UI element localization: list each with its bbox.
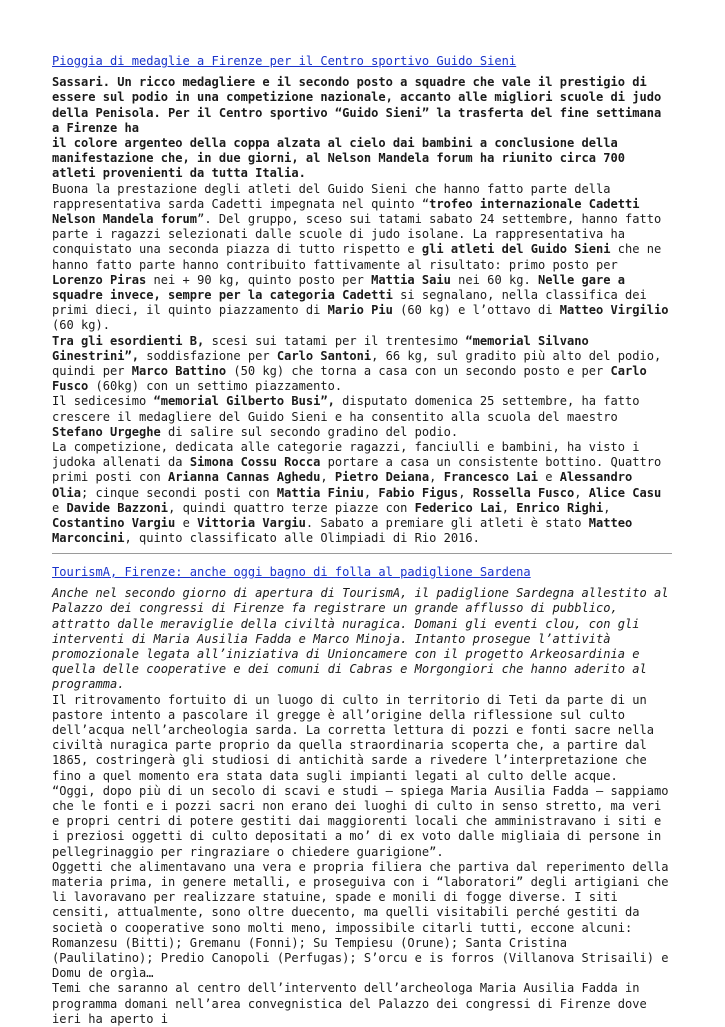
text-run: scesi sui tatami per il trentesimo	[204, 333, 466, 348]
article-body	[52, 693, 670, 1027]
bold-text-run: Carlo Fusco	[52, 364, 647, 394]
article-paragraph: Temi che saranno al centro dell’intervento dell’archeologa Maria Ausilia Fadda in programma domani nell’area convegnistica del Palazzo dei congressi di Firenze dove ieri ha aperto i	[52, 981, 647, 1026]
bold-text-run: Vittoria Vargiu	[197, 516, 306, 531]
bold-text-run: Costantino Vargiu	[52, 516, 176, 531]
text-run: ,	[429, 470, 444, 485]
article-paragraph	[52, 394, 670, 440]
text-run: ,	[501, 500, 517, 515]
bold-text-run: “memorial Silvano	[465, 333, 589, 348]
bold-text-run: Alice Casu	[588, 485, 662, 500]
article-separator	[52, 553, 672, 554]
article-paragraph	[52, 182, 670, 334]
bold-text-run: trofeo internazionale Cadetti Nelson Mandela forum	[52, 196, 640, 227]
bold-text-run: Lorenzo Piras	[52, 272, 147, 287]
text-run: ,	[458, 485, 473, 500]
text-run: . Sabato a premiare gli atleti è stato	[305, 516, 589, 531]
bold-text-run: Arianna Cannas Aghedu	[168, 470, 321, 485]
bold-text-run: “memorial Gilberto Busi”,	[153, 394, 335, 409]
text-run: (60 kg).	[52, 318, 111, 333]
text-run: e	[537, 470, 560, 485]
text-run: (60kg) con un settimo piazzamento.	[88, 379, 343, 394]
article-title-link[interactable]: TourismA, Firenze: anche oggi bagno di folla al padiglione Sardena	[52, 565, 531, 579]
bold-text-run: Nelle gare a squadre invece, sempre per la categoria Cadetti	[52, 272, 626, 303]
text-run: Buona la prestazione degli atleti del Guido Sieni che hanno fatto parte della rappresentativa sarda Cadetti impegnata nel quinto “	[52, 181, 611, 211]
text-run: ”. Del gruppo, sceso sui tatami sabato 24 settembre, hanno fatto parte i ragazzi selezionati dalle scuole di judo isolane. La rappresentativa ha conquistato una seconda piazza di tutto rispetto e	[52, 212, 662, 257]
article-tourisma	[52, 565, 670, 1027]
text-run: disputato domenica 25 settembre, ha fatto crescere il medagliere del Guido Sieni e ha consentito alla scuola del maestro	[52, 394, 640, 424]
text-run: soddisfazione per	[139, 348, 277, 363]
text-run: Il sedicesimo	[52, 394, 154, 409]
bold-text-run: Davide Bazzoni	[66, 500, 169, 515]
bold-text-run: Sassari. Un ricco medagliere e il secondo posto a squadre che vale il prestigio di essere sul podio in una competizione nazionale, accanto alle migliori scuole di judo della Penisola. Per il Centro sportivo “Guido Sieni” la trasferta del fine settimana a Firenze ha	[52, 75, 662, 135]
article-lead	[52, 75, 670, 181]
bold-text-run: Simona Cossu Rocca	[189, 455, 321, 470]
bold-text-run: Mario Piu	[327, 303, 393, 318]
text-run: (50 kg) che torna a casa con un secondo posto e per	[226, 364, 611, 379]
bold-text-run: Stefano Urgeghe	[52, 424, 161, 439]
article-paragraph	[52, 334, 670, 395]
bold-text-run: Tra gli esordienti B,	[52, 333, 205, 348]
text-run: , 66 kg, sul gradito più alto del podio, quindi per	[52, 348, 662, 379]
article-paragraph: Oggetti che alimentavano una vera e propria filiera che partiva dal reperimento della materia prima, in genere metalli, e proseguiva con i “laboratori” degli artigiani che li lavoravano per realizzare statuine, spade e monili di fogge diverse. I siti censiti, attualmente, sono oltre duecento, ma quelli visitabili perché gestiti da società o cooperative sono molti meno, impossibile citarli tutti, eccone alcuni: Romanzesu (Bitti); Gremanu (Fonni); Su Tempiesu (Orune); Santa Cristina (Paulilatino); Predio Canopoli (Perfugas); S’orcu e is forros (Villanova Strisaili) e Domu de orgìa…	[52, 859, 669, 981]
article-paragraph	[52, 440, 670, 546]
text-run: (60 kg) e l’ottavo di	[392, 303, 560, 318]
text-run: di salire sul secondo gradino del podio.	[160, 424, 459, 439]
text-run: si segnalano, nella classifica dei primi dieci, il quinto piazzamento di	[52, 288, 647, 318]
text-run: ,	[363, 485, 379, 500]
bold-text-run: Alessandro Olia	[52, 470, 633, 500]
bold-text-run: gli atleti del Guido Sieni	[421, 242, 611, 257]
text-run: ,	[320, 470, 335, 485]
bold-text-run: Pietro Deiana	[334, 470, 430, 485]
bold-text-run: Carlo Santoni	[276, 348, 372, 363]
bold-text-run: Rossella Fusco	[472, 485, 575, 500]
text-run: nei + 90 kg, quinto posto per	[146, 272, 372, 287]
bold-text-run: Fabio Figus	[378, 485, 459, 500]
article-paragraph: Il ritrovamento fortuito di un luogo di culto in territorio di Teti da parte di un pastore intento a pascolare il gregge è all’origine della riflessione sul culto dell’acqua nell’archeologia sarda. La corretta lettura di pozzi e fonti sacre nella civiltà nuragica parte proprio da quella straordinaria scoperta che, a partire dal 1865, costringerà gli studiosi di antichità sarde a rivedere l’interpretazione che fino a quel momento era stata data sugli impianti legati al culto delle acque.	[52, 692, 654, 783]
article-judo	[52, 54, 670, 547]
bold-text-run: Francesco Lai	[443, 470, 538, 485]
bold-text-run: Mattia Saiu	[371, 272, 451, 287]
bold-text-run: Mattia Finiu	[276, 485, 364, 500]
text-run: La competizione, dedicata alle categorie ragazzi, fanciulli e bambini, ha visto i judoka allenati da	[52, 440, 640, 470]
article-title-link[interactable]: Pioggia di medaglie a Firenze per il Centro sportivo Guido Sieni	[52, 54, 517, 68]
text-run: ,	[603, 500, 611, 515]
bold-text-run: Federico Lai	[414, 500, 502, 515]
article-paragraph: “Oggi, dopo più di un secolo di scavi e studi – spiega Maria Ausilia Fadda – sappiamo che le fonti e i pozzi sacri non erano dei luoghi di culto in senso stretto, ma veri e propri centri di potere gestiti dai maggiorenti locali che amministravano i siti e i preziosi oggetti di culto depositati a mo’ di ex voto dalle migliaia di persone in pellegrinaggio per ringraziare o chiedere guarigione”.	[52, 783, 669, 859]
bold-text-run: Matteo Marconcini	[52, 516, 633, 546]
text-run: ; cinque secondi posti con	[81, 485, 277, 500]
bold-text-run: Enrico Righi	[516, 500, 604, 515]
bold-text-run: Matteo Virgilio	[559, 303, 669, 318]
text-run: portare a casa un consistente bottino. Quattro primi posti con	[52, 455, 662, 485]
bold-text-run: Ginestrini”,	[52, 348, 140, 363]
article-body	[52, 182, 670, 547]
article-lead: Anche nel secondo giorno di apertura di TourismA, il padiglione Sardegna allestito al Palazzo dei congressi di Firenze fa registrare un grande afflusso di pubblico, attratto dalle meraviglie della civiltà nuragica. Domani gli eventi clou, con gli interventi di Maria Ausilia Fadda e Marco Minoja. Intanto prosegue l’attività promozionale legata all’iniziativa di Unioncamere con il progetto Arkeosardinia e quella delle cooperative e dei comuni di Cabras e Morgongiori che hanno aderito al programma.	[52, 586, 669, 692]
bold-text-run: il colore argenteo della coppa alzata al cielo dai bambini a conclusione della manifestazione che, in due giorni, al Nelson Mandela forum ha riunito circa 700 atleti provenienti da tutta Italia.	[52, 136, 625, 181]
text-run: nei 60 kg.	[450, 272, 538, 287]
text-run: , quindi quattro terze piazze con	[168, 500, 415, 515]
text-run: e	[175, 516, 198, 531]
text-run: e	[52, 500, 67, 515]
text-run: che ne hanno fatto parte hanno contribuito fattivamente al risultato: primo posto per	[52, 242, 662, 272]
text-run: ,	[574, 485, 589, 500]
bold-text-run: Marco Battino	[131, 364, 227, 379]
text-run: , quinto classificato alle Olimpiadi di Rio 2016.	[124, 531, 480, 546]
